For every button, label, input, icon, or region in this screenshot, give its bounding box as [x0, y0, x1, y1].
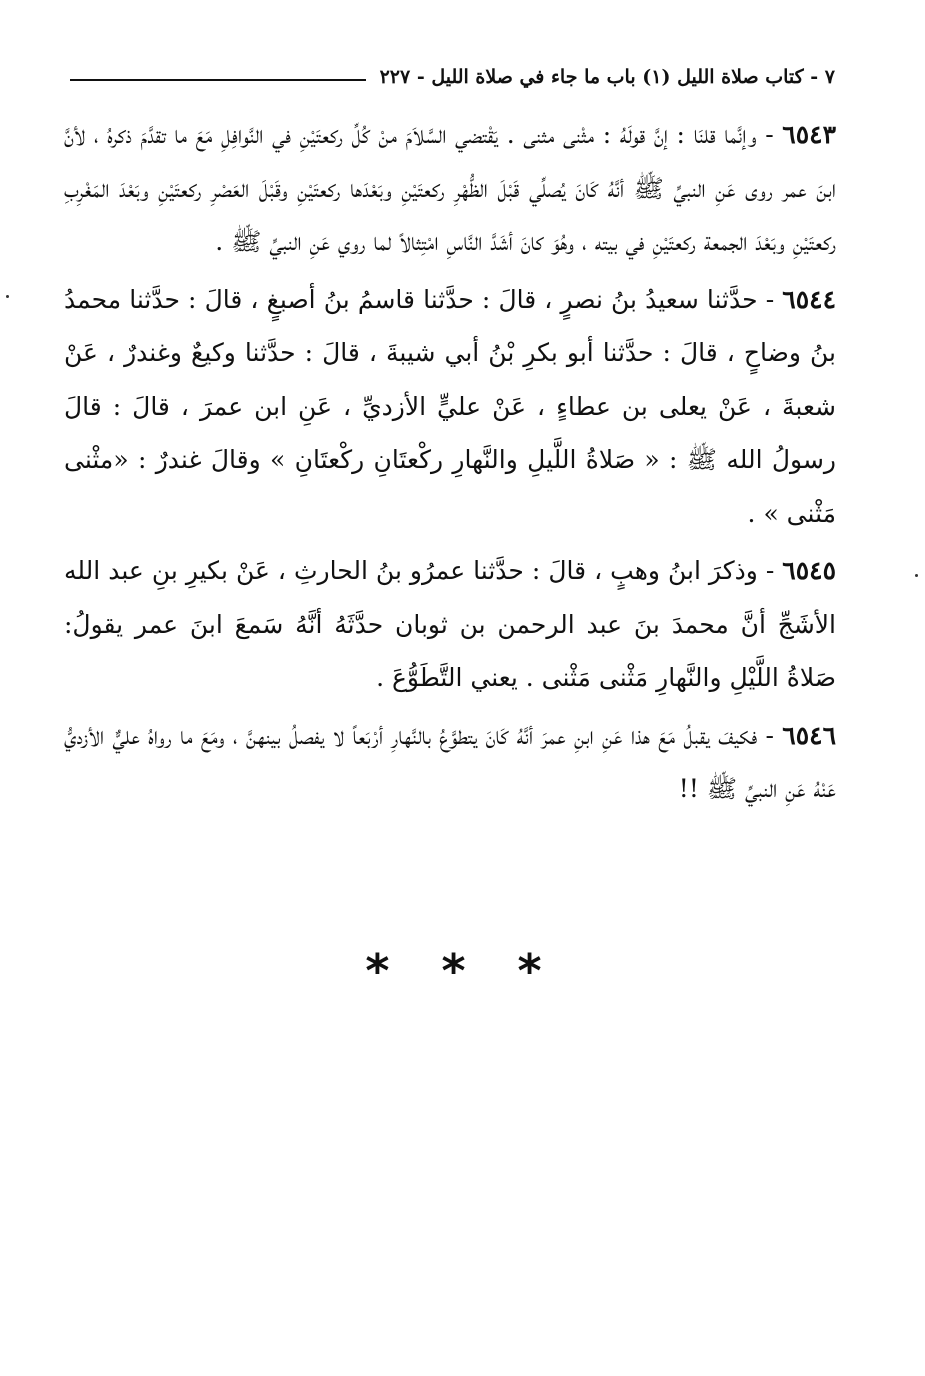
- page-header: [70, 60, 835, 94]
- paragraph-6543: [64, 108, 836, 269]
- paragraph-text: - وذكرَ ابنُ وهبٍ ، قالَ : حدَّثنا عمرُو بنُ الحارثِ ، عَنْ بكيرِ بنِ عبد الله الأشَجِّ أنَّ محمدَ بنَ عبد الرحمن بن ثوبان حدَّثَهُ أنَّهُ سَمعَ ابنَ عمر يقولُ: صَلاةُ اللَّيْلِ والنَّهارِ مَثْنى مَثْنى . يعني التَّطَوُّعَ .: [64, 556, 836, 692]
- paragraph-number: ٦٥٤٥: [782, 556, 836, 585]
- paragraph-number: ٦٥٤٣: [782, 120, 836, 149]
- scan-speck: [6, 295, 9, 298]
- scan-speck: [915, 574, 918, 577]
- paragraph-6545: [64, 544, 836, 705]
- header-rule: [70, 79, 366, 81]
- paragraph-text: - فكيفَ يقبلُ مَعَ هذا عَنِ ابنِ عمرَ أنَّهُ كَانَ يتطوَّعُ بالنَّهارِ أرْبَعاً لا يفصلُ بينهنَّ ، ومَعَ ما رواهُ عليٌّ الأزديُّ عَنْهُ عَنِ النبيِّ ﷺ !!: [64, 720, 836, 803]
- paragraph-number: ٦٥٤٤: [782, 284, 836, 314]
- paragraph-6544: [64, 273, 836, 541]
- paragraph-6546: [64, 709, 836, 816]
- section-separator: * * *: [365, 944, 560, 998]
- paragraph-number: ٦٥٤٦: [782, 720, 836, 750]
- main-text: [64, 108, 836, 820]
- paragraph-text: - وإنَّما قلنَا : إنَّ قولَهُ : مثْنى مثنى . يَقْتضي السَّلاَمَ منْ كُلِّ ركعتَيْنِ في النَّوافِلِ مَعَ ما تقدَّمَ ذكرهُ ، لأنَّ ابنَ عمر روى عَنِ النبيِّ ﷺ أنَّهُ كَانَ يُصلِّي قَبْلَ الظُّهْرِ ركعتَيْنِ وبَعْدَها ركعتَيْنِ وقَبْلَ العَصْرِ ركعتَيْنِ وبَعْدَ المَغْرِبِ ركعتَيْنِ وبَعْدَ الجمعة ركعتَيْنِ في بيته ، وهُوَ كانَ أشَدَّ النَّاسِ امْتِثالاً لما روي عَنِ النبيِّ ﷺ .: [64, 120, 836, 256]
- running-title: ٧ - كتاب صلاة الليل (١) باب ما جاء في صلاة الليل - ٢٢٧: [379, 66, 835, 88]
- paragraph-text: - حدَّثنا سعيدُ بنُ نصرٍ ، قالَ : حدَّثنا قاسمُ بنُ أصبغٍ ، قالَ : حدَّثنا محمدُ بنُ وضاحٍ ، قالَ : حدَّثنا أبو بكرِ بْنُ أبي شيبةَ ، قالَ : حدَّثنا وكيعٌ وغندرٌ ، عَنْ شعبةَ ، عَنْ يعلى بن عطاءٍ ، عَنْ عليٍّ الأزديِّ ، عَنِ ابن عمرَ ، قالَ : قالَ رسولُ الله ﷺ : « صَلاةُ اللَّيلِ والنَّهارِ ركْعتَانِ ركْعتَانِ » وقالَ غندرٌ : «مثْنى مَثْنى » .: [64, 284, 836, 528]
